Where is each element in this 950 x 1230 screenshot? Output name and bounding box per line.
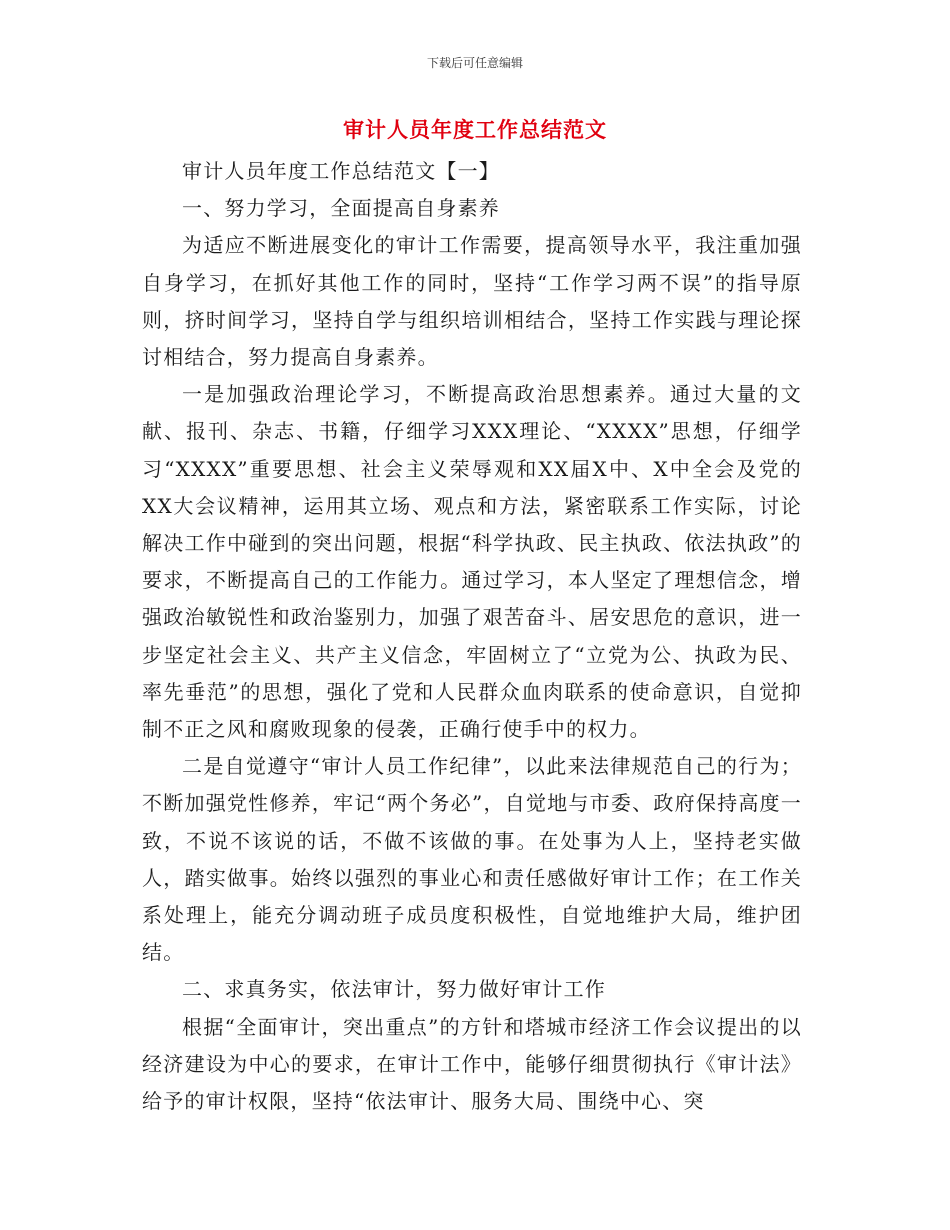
header-note: 下载后可任意编辑 — [426, 56, 523, 70]
paragraph-section-heading-1: 一、努力学习，全面提高自身素养 — [182, 196, 500, 221]
paragraph: 一是加强政治理论学习，不断提高政治思想素养。通过大量的文献、报刊、杂志、书籍，仔细学习XXX理论、“XXXX”思想，仔细学习“XXXX”重要思想、社会主义荣辱观和XX届X中、X中全会及党的XX大会议精神，运用其立场、观点和方法，紧密联系工作实际，讨论解决工作中碰到的突出问题，根据“科学执政、民主执政、依法执政”的要求，不断提高自己的工作能力。通过学习，本人坚定了理想信念，增强政治敏锐性和政治鉴别力，加强了艰苦奋斗、居安思危的意识，进一步坚定社会主义、共产主义信念，牢固树立了“立党为公、执政为民、率先垂范”的思想，强化了党和人民群众血肉联系的使命意识，自觉抑制不正之风和腐败现象的侵袭，正确行使手中的权力。 — [142, 382, 802, 742]
paragraph-subtitle: 审计人员年度工作总结范文【一】 — [182, 159, 500, 183]
paragraph: 根据“全面审计，突出重点”的方针和塔城市经济工作会议提出的以经济建设为中心的要求，在审计工作中，能够仔细贯彻执行《审计法》给予的审计权限，坚持“依法审计、服务大局、围绕中心、突 — [142, 1014, 802, 1114]
paragraph-section-heading-2: 二、求真务实，依法审计，努力做好审计工作 — [182, 977, 606, 1002]
document-body — [142, 153, 802, 1120]
paragraph: 为适应不断进展变化的审计工作需要，提高领导水平，我注重加强自身学习，在抓好其他工作的同时，坚持“工作学习两不误”的指导原则，挤时间学习，坚持自学与组织培训相结合，坚持工作实践与理论探讨相结合，努力提高自身素养。 — [142, 233, 802, 370]
document-title: 审计人员年度工作总结范文 — [343, 117, 607, 142]
paragraph: 二是自觉遵守“审计人员工作纪律”，以此来法律规范自己的行为；不断加强党性修养，牢记“两个务必”，自觉地与市委、政府保持高度一致，不说不该说的话，不做不该做的事。在处事为人上，坚持老实做人，踏实做事。始终以强烈的事业心和责任感做好审计工作；在工作关系处理上，能充分调动班子成员度积极性，自觉地维护大局，维护团结。 — [142, 754, 802, 965]
